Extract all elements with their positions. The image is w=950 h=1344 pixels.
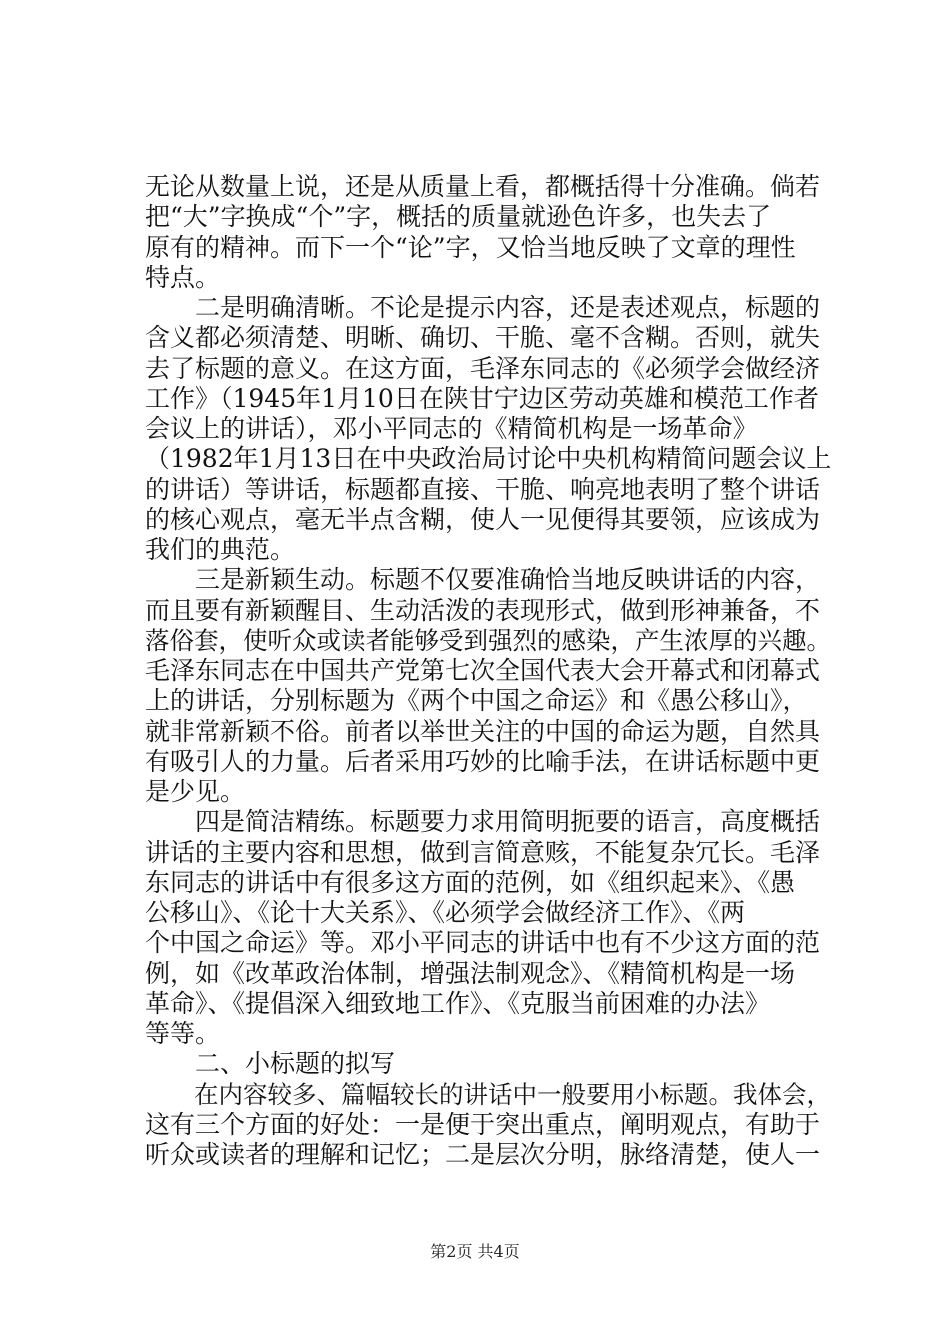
text-line: 原有的精神。而下一个“论”字，又恰当地反映了文章的理性: [145, 232, 796, 262]
text-line: 公移山》、《论十大关系》、《必须学会做经济工作》、《两: [145, 898, 746, 927]
text-line: 含义都必须清楚、明晰、确切、干脆、毫不含糊。否则，就失: [145, 323, 821, 353]
text-line: 四是简洁精练。标题要力求用简明扼要的语言，高度概括: [145, 807, 821, 837]
text-line: 特点。: [145, 262, 221, 292]
text-line: 无论从数量上说，还是从质量上看，都概括得十分准确。倘若: [145, 172, 821, 201]
text-line: 而且要有新颖醒目、生动活泼的表现形式，做到形神兼备，不: [145, 595, 821, 625]
text-line: 有吸引人的力量。后者采用巧妙的比喻手法，在讲话标题中更: [145, 746, 821, 776]
text-line: 落俗套，使听众或读者能够受到强烈的感染，产生浓厚的兴趣。: [145, 625, 831, 655]
text-line: 是少见。: [145, 777, 246, 806]
text-line: 的核心观点，毫无半点含糊，使人一见便得其要领，应该成为: [145, 504, 821, 534]
text-line: 会议上的讲话），邓小平同志的《精简机构是一场革命》: [145, 414, 758, 443]
text-line: 个中国之命运》等。邓小平同志的讲话中也有不少这方面的范: [145, 928, 821, 958]
text-line: 革命》、《提倡深入细致地工作》、《克服当前困难的办法》: [145, 988, 771, 1018]
text-line: 例，如《改革政治体制，增强法制观念》、《精简机构是一场: [145, 958, 796, 988]
text-line: 去了标题的意义。在这方面，毛泽东同志的《必须学会做经济: [145, 353, 821, 383]
text-line: （1982年1月13日在中央政治局讨论中央机构精简问题会议上: [145, 444, 832, 474]
text-line: 听众或读者的理解和记忆；二是层次分明，脉络清楚，使人一: [145, 1140, 821, 1169]
text-line: 讲话的主要内容和思想，做到言简意赅，不能复杂冗长。毛泽: [145, 837, 821, 867]
text-line: 我们的典范。: [145, 535, 296, 564]
text-line: 的讲话）等讲话，标题都直接、干脆、响亮地表明了整个讲话: [145, 474, 821, 504]
text-line: 二、小标题的拟写: [145, 1049, 396, 1079]
text-line: 就非常新颖不俗。前者以举世关注的中国的命运为题，自然具: [145, 716, 821, 746]
text-line: 毛泽东同志在中国共产党第七次全国代表大会开幕式和闭幕式: [145, 656, 821, 685]
text-line: 把“大”字换成“个”字，概括的质量就逊色许多，也失去了: [145, 202, 772, 232]
text-line: 三是新颖生动。标题不仅要准确恰当地反映讲话的内容，: [145, 565, 821, 595]
text-line: 在内容较多、篇幅较长的讲话中一般要用小标题。我体会，: [145, 1079, 831, 1109]
text-line: 这有三个方面的好处：一是便于突出重点，阐明观点，有助于: [145, 1109, 821, 1139]
document-body: [145, 172, 835, 1170]
text-line: 上的讲话，分别标题为《两个中国之命运》和《愚公移山》，: [145, 686, 808, 716]
text-line: 东同志的讲话中有很多这方面的范例，如《组织起来》、《愚: [145, 867, 796, 897]
text-line: 工作》（1945年1月10日在陕甘宁边区劳动英雄和模范工作者: [145, 383, 819, 413]
text-line: 二是明确清晰。不论是提示内容，还是表述观点，标题的: [145, 293, 821, 322]
text-line: 等等。: [145, 1019, 221, 1048]
page-footer: 第2页 共4页: [430, 1242, 520, 1261]
